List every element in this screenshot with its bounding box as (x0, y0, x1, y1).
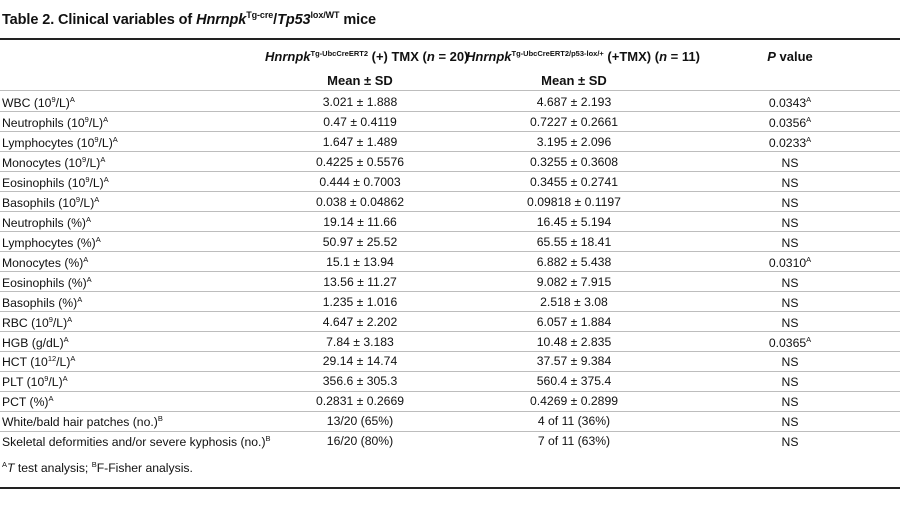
header-divider (0, 90, 900, 91)
group1-value: 1.235 ± 1.016 (322, 294, 398, 309)
p-value: 0.0356$^A$ (768, 114, 812, 130)
row-label: White/bald hair patches (no.)$^B$ (2, 414, 163, 430)
p-value: 0.0365$^A$ (768, 334, 812, 350)
group2-value: 0.7227 ± 0.2661 (529, 114, 618, 129)
group2-value: 0.3255 ± 0.3608 (529, 154, 618, 169)
p-value: NS (781, 415, 799, 430)
column-header-group1: Hnrnpk$^{Tg-UbcCreERT2}$ (+) TMX (n = 20) (265, 49, 469, 64)
table-row (0, 391, 900, 411)
p-value: NS (781, 375, 799, 390)
row-label: RBC (10$^9$/L)$^A$ (2, 314, 73, 330)
column-header-group2: Hnrnpk$^{Tg-UbcCreERT2/p53-lox/+}$ (+TMX) (n = 11) (466, 49, 700, 64)
group1-value: 0.2831 ± 0.2669 (315, 394, 404, 409)
subheader-mean-sd-2: Mean ± SD (541, 73, 607, 88)
group2-value: 0.09818 ± 0.1197 (527, 194, 621, 209)
row-label: PCT (%)$^A$ (2, 394, 54, 410)
group1-value: 13/20 (65%) (326, 414, 394, 429)
group1-value: 29.14 ± 14.74 (322, 354, 398, 369)
row-label: Neutrophils (10$^9$/L)$^A$ (2, 114, 109, 130)
table-row (0, 252, 900, 272)
table-row (0, 172, 900, 192)
row-label: Lymphocytes (10$^9$/L)$^A$ (2, 134, 118, 150)
p-value: NS (781, 155, 799, 170)
row-label: WBC (10$^9$/L)$^A$ (2, 95, 75, 110)
group1-value: 0.444 ± 0.7003 (319, 174, 401, 189)
row-label: Skeletal deformities and/or severe kyphosis (no.)$^B$ (2, 434, 271, 450)
p-value: NS (781, 395, 799, 410)
p-value: NS (781, 175, 799, 190)
row-label: HGB (g/dL)$^A$ (2, 334, 69, 350)
group1-value: 50.97 ± 25.52 (322, 234, 398, 249)
group2-value: 2.518 ± 3.08 (540, 294, 608, 309)
p-value: NS (781, 295, 799, 310)
group1-value: 0.4225 ± 0.5576 (315, 154, 404, 169)
p-value: NS (781, 195, 799, 210)
table-row (0, 411, 900, 431)
row-label: Lymphocytes (%)$^A$ (2, 234, 101, 250)
group2-value: 4.687 ± 2.193 (536, 95, 612, 109)
table-bottom-rule (0, 487, 900, 489)
group2-value: 0.3455 ± 0.2741 (529, 174, 618, 189)
row-label: Monocytes (10$^9$/L)$^A$ (2, 154, 106, 170)
group1-value: 3.021 ± 1.888 (322, 95, 398, 109)
group2-value: 560.4 ± 375.4 (536, 374, 612, 389)
group2-value: 65.55 ± 18.41 (536, 234, 612, 249)
p-value: NS (781, 435, 799, 450)
table-row (0, 92, 900, 112)
group1-value: 1.647 ± 1.489 (322, 134, 398, 149)
group1-value: 4.647 ± 2.202 (322, 314, 398, 329)
group2-value: 16.45 ± 5.194 (536, 214, 612, 229)
group1-value: 16/20 (80%) (326, 434, 394, 449)
p-value: NS (781, 315, 799, 330)
row-label: HCT (10$^{12}$/L)$^A$ (2, 354, 76, 370)
row-label: Monocytes (%)$^A$ (2, 254, 89, 270)
p-value: NS (781, 215, 799, 230)
table-row (0, 371, 900, 391)
subheader-mean-sd-1: Mean ± SD (327, 73, 393, 88)
table-row (0, 212, 900, 232)
group2-value: 6.882 ± 5.438 (536, 254, 612, 269)
group2-value: 3.195 ± 2.096 (536, 134, 612, 149)
p-value: NS (781, 275, 799, 290)
table-footnote: $^A$T test analysis; $^B$F-Fisher analysis. (2, 460, 193, 475)
row-label: Neutrophils (%)$^A$ (2, 214, 92, 230)
p-value: 0.0310$^A$ (768, 254, 812, 270)
table-row (0, 192, 900, 212)
table-top-rule (0, 38, 900, 40)
row-label: Eosinophils (%)$^A$ (2, 274, 92, 290)
group1-value: 15.1 ± 13.94 (326, 254, 394, 269)
group1-value: 19.14 ± 11.66 (323, 214, 397, 229)
group2-value: 7 of 11 (63%) (537, 434, 611, 449)
group2-value: 4 of 11 (36%) (537, 414, 611, 429)
group1-value: 0.038 ± 0.04862 (315, 194, 404, 209)
p-value: 0.0343$^A$ (768, 95, 812, 110)
group1-value: 7.84 ± 3.183 (326, 334, 394, 349)
table-row (0, 112, 900, 132)
row-label: Eosinophils (10$^9$/L)$^A$ (2, 174, 109, 190)
table-row (0, 312, 900, 332)
row-label: PLT (10$^9$/L)$^A$ (2, 374, 68, 390)
table-row (0, 351, 900, 371)
column-header-pvalue: P value (767, 49, 813, 64)
group1-value: 0.47 ± 0.4119 (323, 114, 397, 129)
table-title: Table 2. Clinical variables of $Hnrnpk^{Tg-cre}/Tp53^{lox/WT}$ mice (2, 10, 377, 28)
group2-value: 10.48 ± 2.835 (536, 334, 612, 349)
p-value: NS (781, 355, 799, 370)
table-row (0, 232, 900, 252)
p-value: 0.0233$^A$ (768, 134, 812, 150)
table-row (0, 332, 900, 352)
table-row (0, 132, 900, 152)
row-label: Basophils (%)$^A$ (2, 294, 83, 310)
group1-value: 356.6 ± 305.3 (322, 374, 398, 389)
group2-value: 0.4269 ± 0.2899 (529, 394, 618, 409)
group1-value: 13.56 ± 11.27 (323, 274, 397, 289)
table-row (0, 292, 900, 312)
group2-value: 9.082 ± 7.915 (536, 274, 612, 289)
row-label: Basophils (10$^9$/L)$^A$ (2, 194, 100, 210)
table-row (0, 431, 900, 451)
group2-value: 6.057 ± 1.884 (536, 314, 612, 329)
table-row (0, 152, 900, 172)
group2-value: 37.57 ± 9.384 (536, 354, 612, 369)
p-value: NS (781, 235, 799, 250)
table-row (0, 272, 900, 292)
